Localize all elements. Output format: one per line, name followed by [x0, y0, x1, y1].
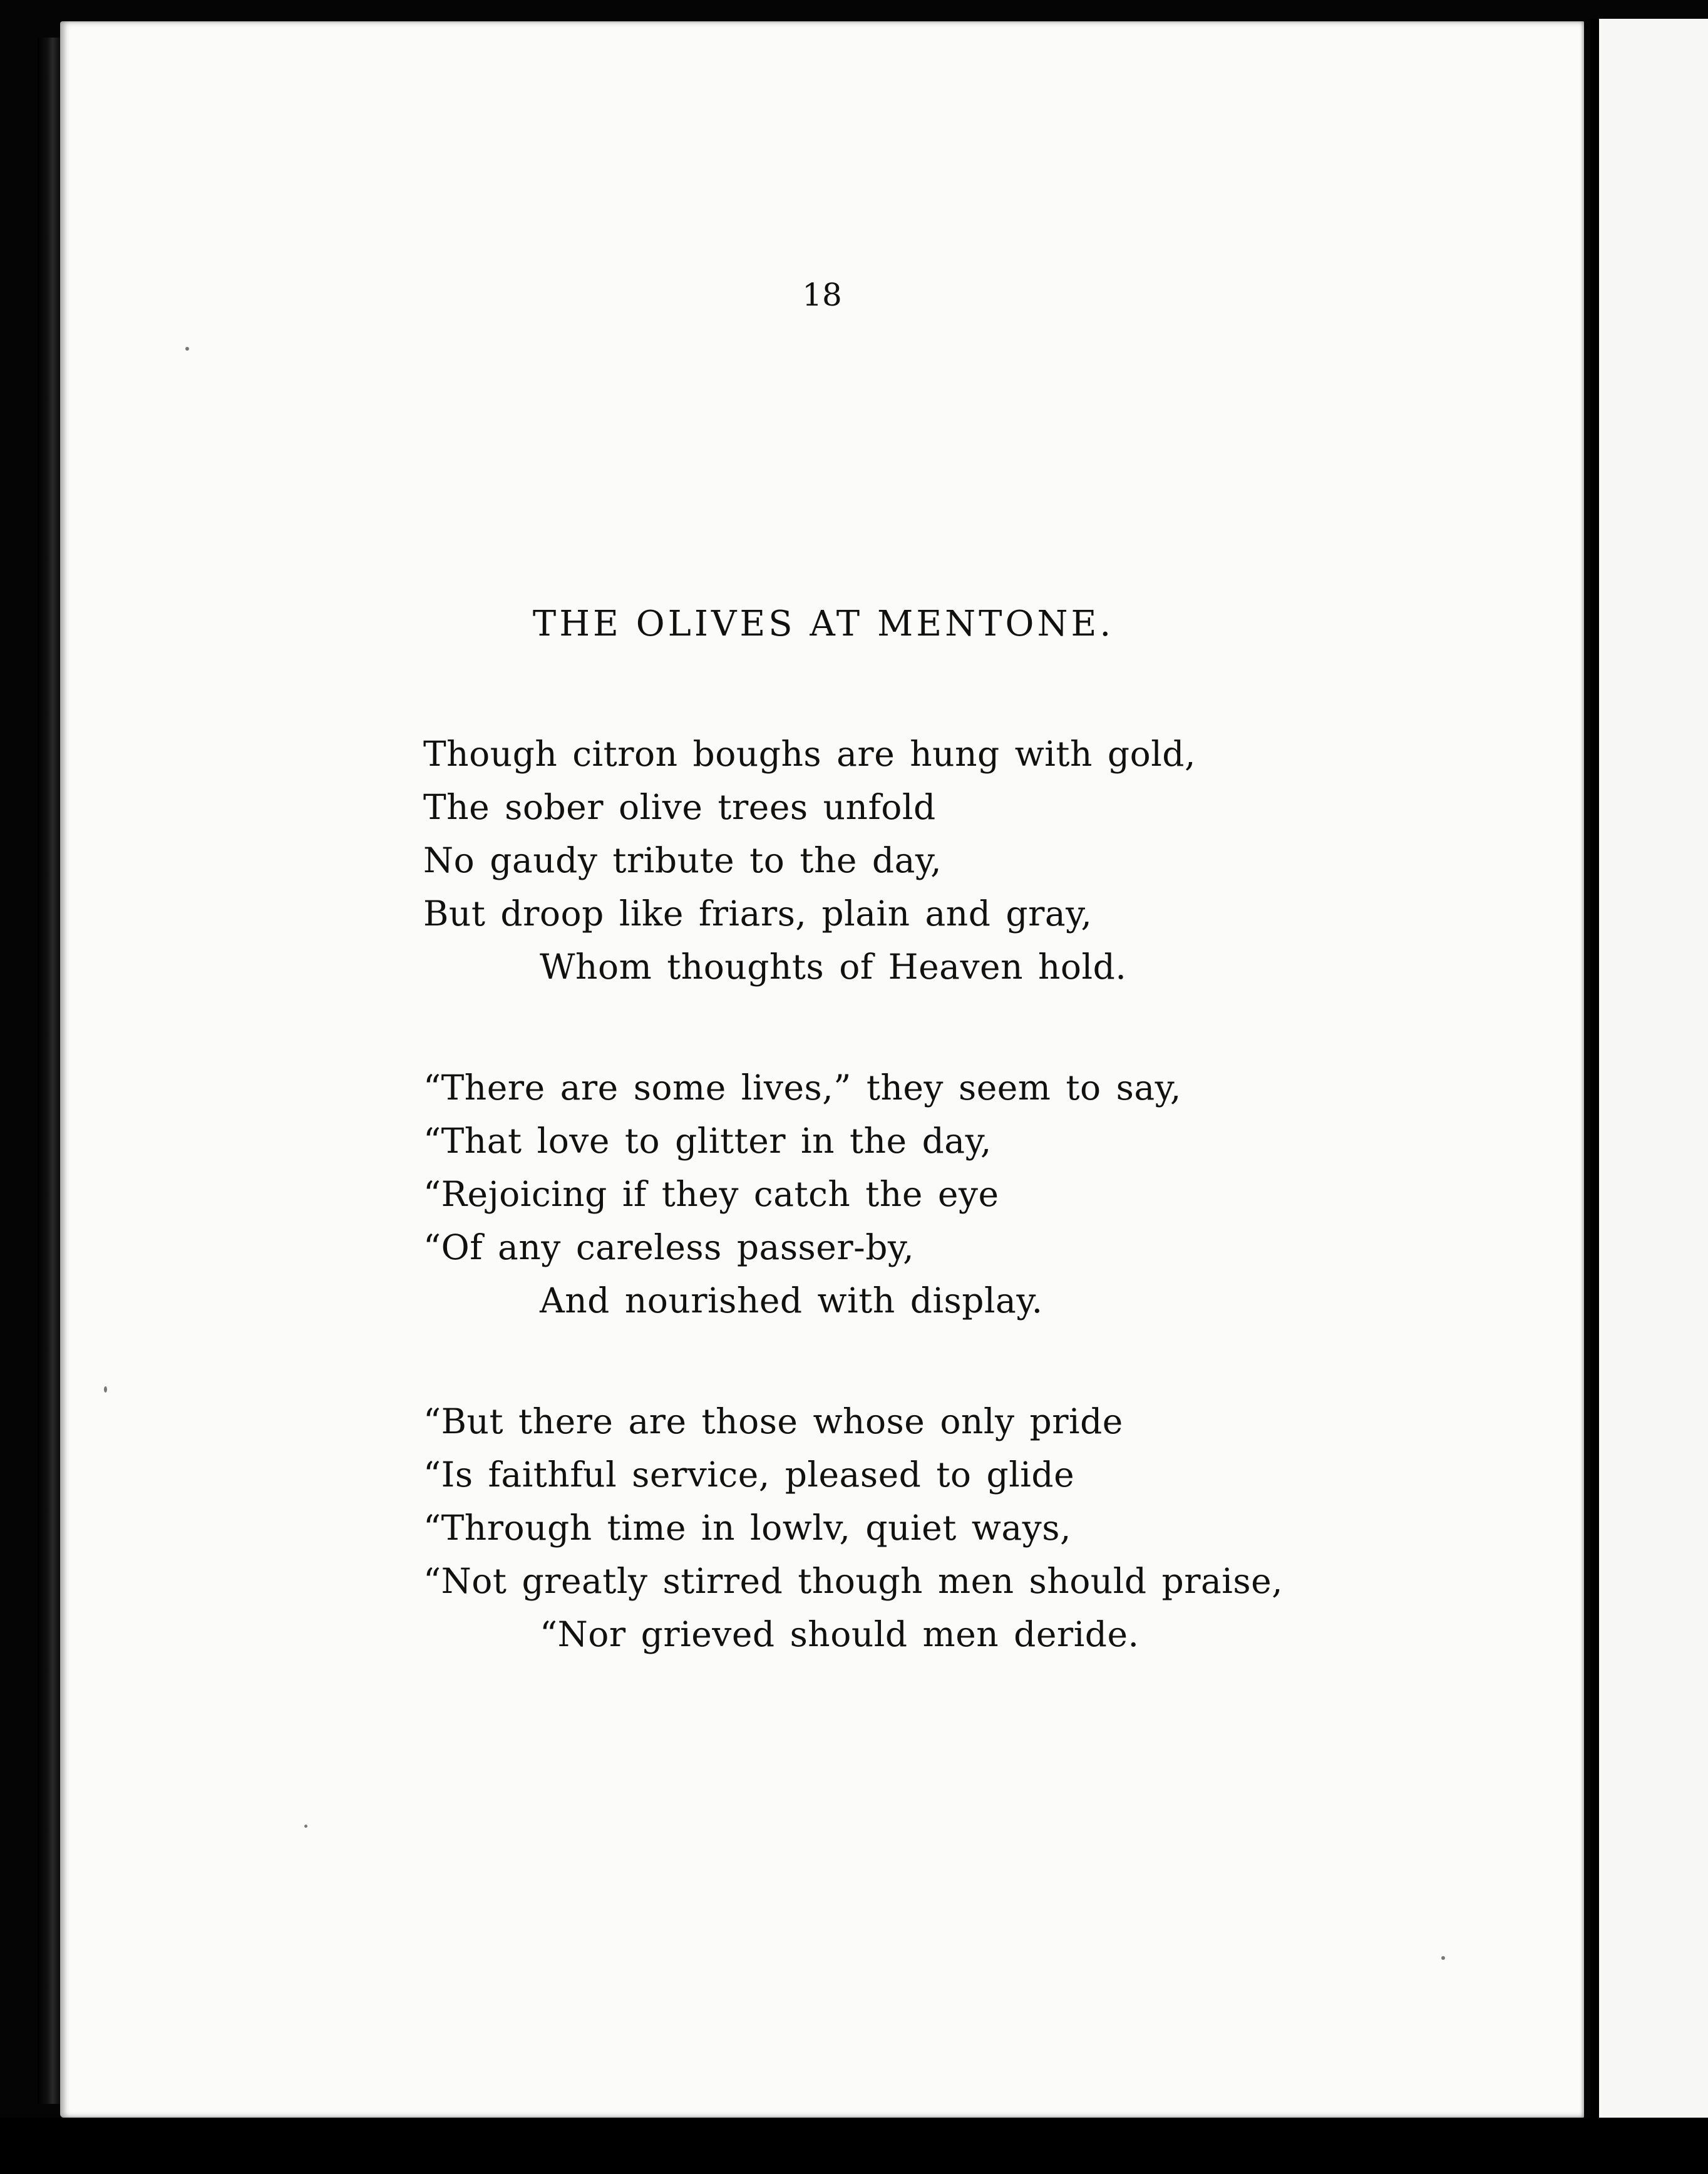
adjacent-page-edge	[1590, 19, 1708, 2118]
poem-line: “Of any careless passer-by,	[423, 1227, 915, 1267]
poem-line: “But there are those whose only pride	[423, 1401, 1123, 1441]
page-number: 18	[802, 277, 842, 313]
paper-speck	[304, 1825, 307, 1828]
poem-line: But droop like friars, plain and gray,	[423, 894, 1093, 934]
book-page	[60, 21, 1584, 2118]
stanza-2	[423, 1061, 1488, 1327]
binding-shadow	[38, 38, 63, 2104]
poem-line: The sober olive trees unfold	[423, 787, 936, 827]
paper-speck	[185, 347, 189, 351]
poem-line-indented: And nourished with display.	[540, 1280, 1043, 1321]
stanza-3	[423, 1395, 1488, 1661]
poem-title: THE OLIVES AT MENTONE.	[532, 604, 1114, 644]
poem-line: Though citron boughs are hung with gold,	[423, 734, 1196, 774]
paper-speck	[104, 1386, 107, 1393]
poem-line: “Not greatly stirred though men should praise,	[423, 1561, 1284, 1601]
poem-body	[423, 728, 1488, 1729]
poem-line: “Through time in lowlv, quiet ways,	[423, 1508, 1071, 1548]
poem-line: “Rejoicing if they catch the eye	[423, 1174, 999, 1214]
poem-line: “Is faithful service, pleased to glide	[423, 1455, 1075, 1495]
stanza-1	[423, 728, 1488, 994]
poem-line: No gaudy tribute to the day,	[423, 840, 942, 880]
scan-border-bottom	[0, 2118, 1708, 2174]
poem-line: “There are some lives,” they seem to say,	[423, 1068, 1181, 1108]
poem-line-indented: “Nor grieved should men deride.	[540, 1614, 1140, 1654]
poem-line-indented: Whom thoughts of Heaven hold.	[540, 947, 1127, 987]
paper-speck	[1441, 1956, 1445, 1960]
poem-line: “That love to glitter in the day,	[423, 1121, 992, 1161]
